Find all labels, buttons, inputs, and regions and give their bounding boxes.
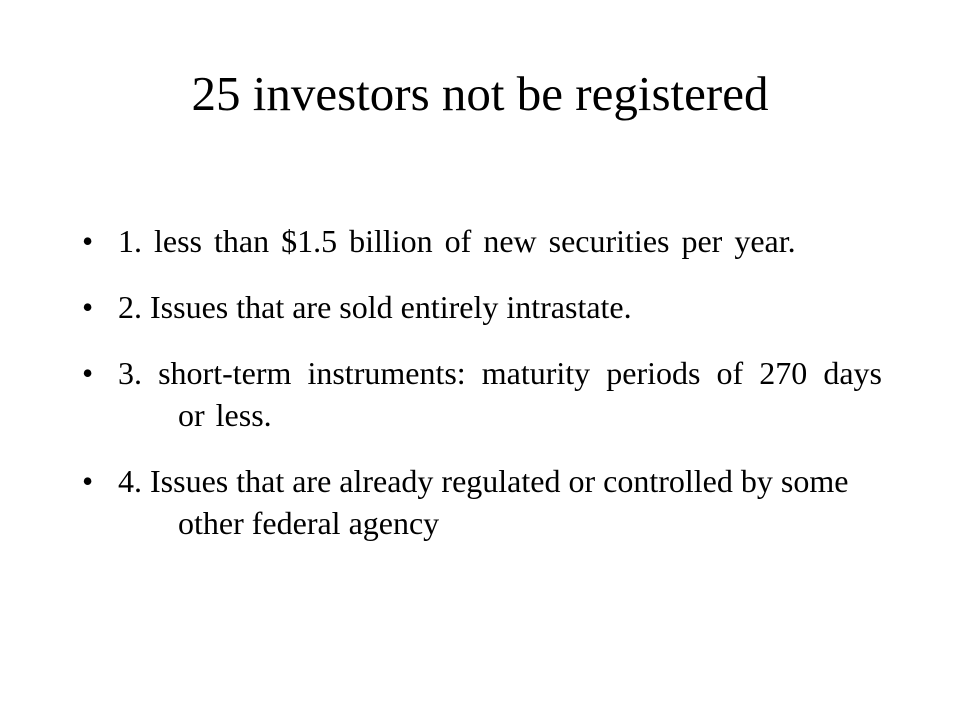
bullet-marker: • [82,289,94,325]
bullet-item-3 [82,352,882,436]
bullet-marker: • [82,355,94,391]
slide-title: 25 investors not be registered [191,66,769,121]
bullet-text-3: 3. short-term instruments: maturity periods of 270 days or less. [118,355,882,433]
bullet-item-4 [82,460,882,544]
bullet-item-1 [82,220,882,262]
bullet-text-1: 1. less than $1.5 billion of new securities per year. [118,223,796,259]
bullet-marker: • [82,463,94,499]
bullet-item-2 [82,286,882,328]
bullet-marker: • [82,223,94,259]
bullet-text-4: 4. Issues that are already regulated or controlled by some other federal agency [118,463,849,541]
bullet-list [82,220,882,568]
bullet-text-2: 2. Issues that are sold entirely intrastate. [118,289,632,325]
